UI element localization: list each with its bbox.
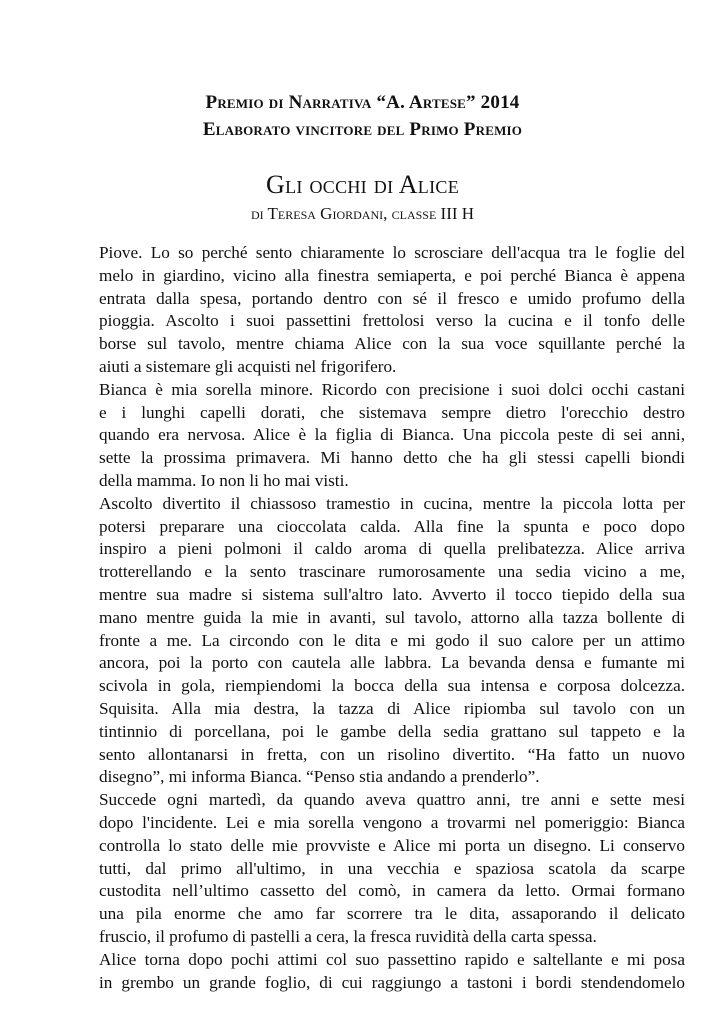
story-body [99,242,685,994]
paragraph [99,789,685,949]
text-line: quando era nervosa. Alice è la figlia di Bianca. Una piccola peste di sei anni, [99,425,685,445]
text-line: entrata dalla spesa, portando dentro con sé il fresco e umido profumo della [99,288,685,308]
story-title: Gli occhi di Alice [266,170,459,199]
text-line: fronte a me. La circondo con le dita e mi godo il suo calore per un attimo [99,630,685,650]
paragraph [99,493,685,789]
text-line: dopo l'incidente. Lei e mia sorella vengono a trovarmi nel pomeriggio: Bianca [99,812,685,832]
text-line: Alice torna dopo pochi attimi col suo passettino rapido e saltellante e mi posa [99,949,685,969]
author-byline: di Teresa Giordani, classe III H [250,204,475,223]
text-line: Piove. Lo so perché sento chiaramente lo scrosciare dell'acqua tra le foglie del [99,243,685,262]
paragraph [99,949,685,995]
text-line: in grembo un grande foglio, di cui raggiungo a tastoni i bordi stendendomelo [99,972,685,992]
text-line: mentre sua madre si sistema sull'altro lato. Avverto il tocco tiepido della sua [99,584,685,604]
text-line: mano mentre guida la mie in avanti, sul tavolo, attorno alla tazza bollente di [99,607,685,627]
text-line: Bianca è mia sorella minore. Ricordo con precisione i suoi dolci occhi castani [99,379,685,399]
text-line: trotterellando e la sento trascinare rumorosamente una sedia vicino a me, [99,562,685,582]
text-line: una pila enorme che amo far scorrere tra le dita, assaporando il delicato [99,904,685,924]
text-line: e i lunghi capelli dorati, che sistemava sempre dietro l'orecchio destro [99,402,685,422]
award-title: Premio di Narrativa “A. Artese” 2014 [205,92,520,113]
award-subtitle: Elaborato vincitore del Primo Premio [202,119,523,140]
text-line: melo in giardino, vicino alla finestra semiaperta, e poi perché Bianca è appena [99,265,685,285]
text-line: fruscio, il profumo di pastelli a cera, la fresca ruvidità della carta spessa. [99,926,597,946]
text-line: della mamma. Io non li ho mai visti. [99,470,349,490]
text-line: controlla lo stato delle mie provviste e Alice mi porta un disegno. Li conservo [99,835,685,855]
text-line: potersi preparare una cioccolata calda. Alla fine la spunta e poco dopo [99,516,685,536]
text-line: Ascolto divertito il chiassoso tramestio in cucina, mentre la piccola lotta per [99,493,685,513]
text-line: ancora, poi la porto con cautela alle labbra. La bevanda densa e fumante mi [99,653,685,673]
text-line: inspiro a pieni polmoni il caldo aroma di quella prelibatezza. Alice arriva [99,539,685,559]
text-line: tutti, dal primo all'ultimo, in una vecchia e spaziosa scatola da scarpe [99,858,685,878]
paragraph [99,379,685,493]
text-line: tintinnio di porcellana, poi le gambe della sedia grattano sul tappeto e la [99,721,685,741]
text-line: aiuti a sistemare gli acquisti nel frigorifero. [99,356,397,376]
paragraph [99,242,685,379]
text-line: Squisita. Alla mia destra, la tazza di Alice ripiomba sul tavolo con un [99,698,685,718]
text-line: borse sul tavolo, mentre chiama Alice con la sua voce squillante perché la [99,334,685,354]
text-line: sette la prossima primavera. Mi hanno detto che ha gli stessi capelli biondi [99,448,685,468]
text-line: Succede ogni martedì, da quando aveva quattro anni, tre anni e sette mesi [99,790,685,810]
text-line: disegno”, mi informa Bianca. “Penso stia andando a prenderlo”. [99,767,540,787]
text-line: sento allontanarsi in fretta, con un risolino divertito. “Ha fatto un nuovo [99,744,685,764]
text-line: pioggia. Ascolto i suoi passettini frettolosi verso la cucina e il tonfo delle [99,311,685,331]
text-line: scivola in gola, riempiendomi la bocca della sua intensa e corposa dolcezza. [99,676,685,696]
text-line: custodita nell’ultimo cassetto del comò, in camera da letto. Ormai formano [99,881,685,901]
